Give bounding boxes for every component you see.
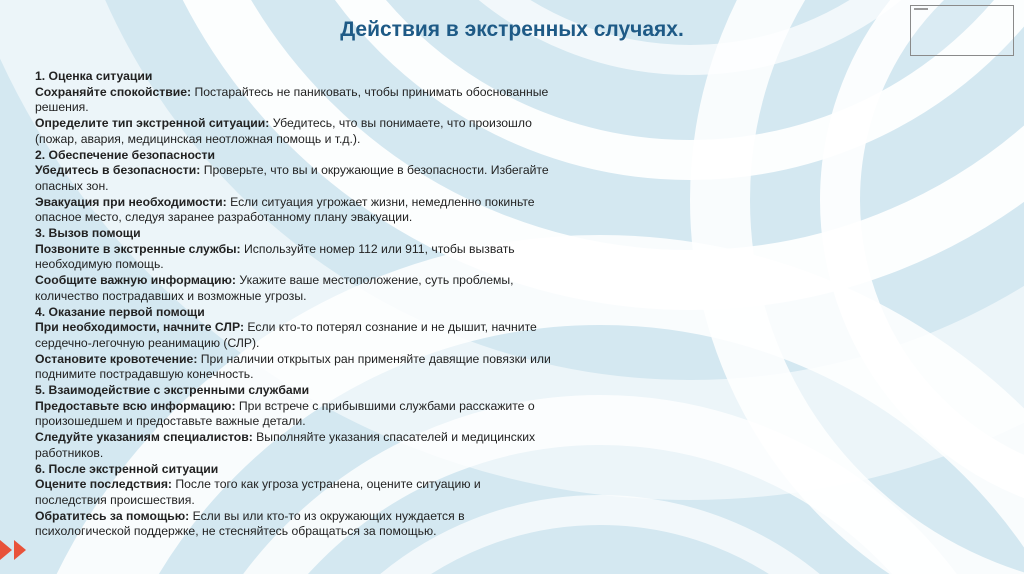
nav-arrow-icon[interactable] [14,540,26,560]
item-keyword: Позвоните в экстренные службы: [35,241,241,256]
thumbnail-mark [914,8,928,10]
section-heading: 6. После экстренной ситуации [35,461,219,476]
item-text: После того как угроза устранена, оцените ситуацию и последствия происшествия. [35,477,481,507]
item-keyword: При необходимости, начните СЛР: [35,320,245,335]
item-keyword: Определите тип экстренной ситуации: [35,116,270,131]
item-keyword: Эвакуация при необходимости: [35,194,227,209]
item-text: Если ситуация угрожает жизни, немедленно покиньте опасное место, следуя заранее разработанному плану эвакуации. [35,194,535,225]
nav-arrows[interactable] [0,530,34,570]
item-keyword: Следуйте указаниям специалистов: [35,430,253,445]
item-text: Проверьте, что вы и окружающие в безопасности. Избегайте опасных зон. [35,163,549,193]
section-item [35,85,555,116]
item-keyword: Убедитесь в безопасности: [35,163,201,178]
item-text: Выполняйте указания спасателей и медицинских работников. [35,430,536,460]
section-heading: 4. Оказание первой помощи [35,304,205,319]
item-keyword: Оцените последствия: [35,477,172,492]
item-text: Убедитесь, что вы понимаете, что произошло (пожар, авария, медицинская неотложная помощь и т.д.). [35,116,532,146]
section-item [35,477,555,508]
item-keyword: Остановите кровотечение: [35,351,198,366]
section-item [35,320,555,351]
section-item [35,509,555,540]
item-keyword: Сохраняйте спокойствие: [35,84,192,99]
nav-arrow-icon[interactable] [0,540,12,560]
item-text: Если кто-то потерял сознание и не дышит, начните сердечно-легочную реанимацию (СЛР). [35,320,537,350]
item-text: Укажите ваше местоположение, суть проблемы, количество пострадавших и возможные угрозы. [35,273,514,303]
section-item [35,273,555,304]
item-keyword: Обратитесь за помощью: [35,508,190,523]
item-text: Используйте номер 112 или 911, чтобы вызвать необходимую помощь. [35,241,515,272]
section-item [35,116,555,147]
section-heading: 1. Оценка ситуации [35,69,153,83]
item-text: Если вы или кто-то из окружающих нуждается в психологической поддержке, не стесняйтесь обращаться за помощью. [35,508,465,539]
section-item [35,430,555,461]
item-text: При встрече с прибывшими службами расскажите о произошедшем и предоставьте важные детали. [35,398,535,429]
item-text: При наличии открытых ран применяйте давящие повязки или поднимите пострадавшую конечность. [35,351,551,382]
item-text: Постарайтесь не паниковать, чтобы принимать обоснованные решения. [35,84,549,115]
section-item [35,399,555,430]
section-item [35,163,555,194]
section-item [35,195,555,226]
section-heading: 2. Обеспечение безопасности [35,147,215,162]
slide-content [35,69,555,540]
section-item [35,352,555,383]
section-heading: 3. Вызов помощи [35,226,141,241]
item-keyword: Сообщите важную информацию: [35,273,236,288]
item-keyword: Предоставьте всю информацию: [35,398,236,413]
section-heading: 5. Взаимодействие с экстренными службами [35,383,310,398]
slide-title: Действия в экстренных случаях. [340,18,684,41]
section-item [35,242,555,273]
